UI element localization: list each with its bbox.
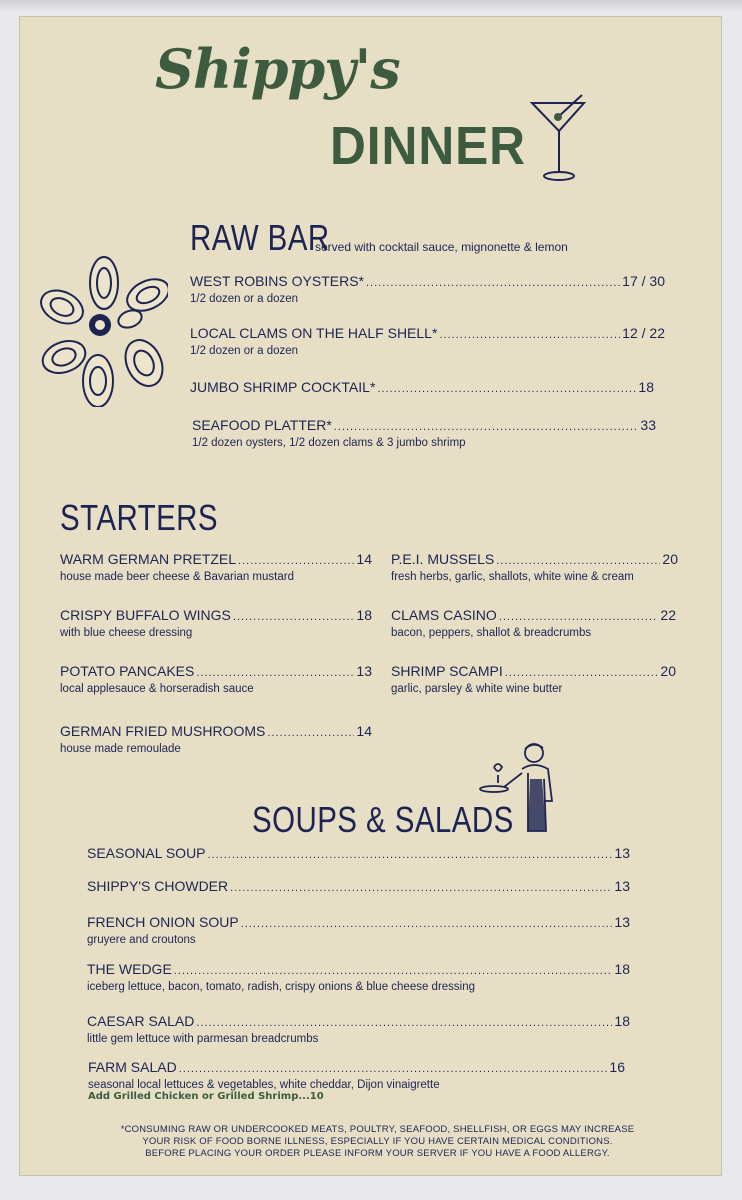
item-desc: house made beer cheese & Bavarian mustard bbox=[60, 571, 294, 583]
item-price: 18 bbox=[356, 607, 372, 623]
item-name: THE WEDGE bbox=[87, 961, 172, 977]
item-desc: iceberg lettuce, bacon, tomato, radish, crispy onions & blue cheese dressing bbox=[87, 981, 476, 993]
disclaimer bbox=[90, 1124, 665, 1160]
item-price: 33 bbox=[640, 417, 656, 433]
raw-bar-title: RAW BAR bbox=[190, 217, 330, 258]
item-name: POTATO PANCAKES bbox=[60, 663, 195, 679]
item-price: 20 bbox=[662, 551, 678, 567]
script-title: Shippy's bbox=[155, 37, 400, 101]
window-top-bar bbox=[0, 0, 742, 12]
item-name: SEAFOOD PLATTER* bbox=[192, 417, 332, 433]
menu-item bbox=[60, 723, 372, 755]
disclaimer-line: *CONSUMING RAW OR UNDERCOOKED MEATS, POULTRY, SEAFOOD, SHELLFISH, OR EGGS MAY INCREASE bbox=[120, 1124, 635, 1135]
addon-note: Add Grilled Chicken or Grilled Shrimp...10 bbox=[88, 1091, 324, 1102]
item-price: 20 bbox=[660, 663, 676, 679]
item-price: 13 bbox=[614, 914, 630, 930]
menu-item bbox=[87, 1013, 630, 1045]
item-name: P.E.I. MUSSELS bbox=[391, 551, 495, 567]
soups-salads-title: SOUPS & SALADS bbox=[252, 799, 514, 840]
disclaimer-line: YOUR RISK OF FOOD BORNE ILLNESS, ESPECIALLY IF YOU HAVE CERTAIN MEDICAL CONDITIONS. bbox=[142, 1136, 613, 1147]
item-price: 14 bbox=[356, 551, 372, 567]
menu-item bbox=[88, 1059, 625, 1102]
item-price: 17 / 30 bbox=[622, 273, 665, 289]
item-name: SEASONAL SOUP bbox=[87, 845, 206, 861]
item-name: JUMBO SHRIMP COCKTAIL* bbox=[190, 379, 376, 395]
menu-item bbox=[87, 961, 630, 993]
item-desc: seasonal local lettuces & vegetables, white cheddar, Dijon vinaigrette bbox=[88, 1079, 440, 1091]
oyster-ring-icon bbox=[38, 253, 168, 407]
menu-item bbox=[87, 845, 630, 864]
menu-item bbox=[60, 663, 372, 695]
item-price: 18 bbox=[614, 1013, 630, 1029]
item-name: FARM SALAD bbox=[88, 1059, 177, 1075]
menu-item bbox=[192, 417, 656, 449]
item-desc: fresh herbs, garlic, shallots, white wine & cream bbox=[391, 571, 634, 583]
item-desc: gruyere and croutons bbox=[87, 934, 196, 946]
item-name: CAESAR SALAD bbox=[87, 1013, 195, 1029]
menu-item bbox=[190, 273, 665, 305]
item-desc: garlic, parsley & white wine butter bbox=[391, 683, 563, 695]
disclaimer-line: BEFORE PLACING YOUR ORDER PLEASE INFORM YOUR SERVER IF YOU HAVE A FOOD ALLERGY. bbox=[145, 1148, 610, 1159]
menu-item bbox=[87, 878, 630, 897]
item-price: 18 bbox=[638, 379, 654, 395]
item-name: GERMAN FRIED MUSHROOMS bbox=[60, 723, 266, 739]
item-desc: 1/2 dozen or a dozen bbox=[190, 293, 299, 305]
item-price: 13 bbox=[614, 878, 630, 894]
item-price: 13 bbox=[614, 845, 630, 861]
item-price: 22 bbox=[660, 607, 676, 623]
martini-glass-icon bbox=[528, 91, 588, 183]
item-name: LOCAL CLAMS ON THE HALF SHELL* bbox=[190, 325, 438, 341]
item-price: 12 / 22 bbox=[622, 325, 665, 341]
menu-page bbox=[19, 16, 722, 1176]
menu-item bbox=[391, 607, 676, 639]
item-price: 13 bbox=[356, 663, 372, 679]
item-name: SHIPPY'S CHOWDER bbox=[87, 878, 229, 894]
item-name: SHRIMP SCAMPI bbox=[391, 663, 503, 679]
menu-item bbox=[391, 663, 676, 695]
menu-item bbox=[60, 607, 372, 639]
item-name: WEST ROBINS OYSTERS* bbox=[190, 273, 364, 289]
menu-item bbox=[87, 914, 630, 946]
menu-item bbox=[190, 325, 665, 357]
item-name: CLAMS CASINO bbox=[391, 607, 497, 623]
item-desc: little gem lettuce with parmesan breadcrumbs bbox=[87, 1033, 319, 1045]
dinner-title: DINNER bbox=[330, 116, 526, 176]
item-price: 16 bbox=[609, 1059, 625, 1075]
menu-item bbox=[190, 379, 654, 398]
item-desc: bacon, peppers, shallot & breadcrumbs bbox=[391, 627, 592, 639]
menu-item bbox=[391, 551, 678, 583]
item-name: WARM GERMAN PRETZEL bbox=[60, 551, 237, 567]
item-name: FRENCH ONION SOUP bbox=[87, 914, 239, 930]
raw-bar-note: served with cocktail sauce, mignonette & lemon bbox=[315, 240, 568, 254]
item-desc: house made remoulade bbox=[60, 743, 181, 755]
item-desc: local applesauce & horseradish sauce bbox=[60, 683, 254, 695]
item-desc: 1/2 dozen or a dozen bbox=[190, 345, 299, 357]
item-desc: with blue cheese dressing bbox=[60, 627, 193, 639]
item-name: CRISPY BUFFALO WINGS bbox=[60, 607, 231, 623]
item-price: 18 bbox=[614, 961, 630, 977]
starters-title: STARTERS bbox=[60, 497, 219, 538]
item-desc: 1/2 dozen oysters, 1/2 dozen clams & 3 jumbo shrimp bbox=[192, 437, 466, 449]
item-price: 14 bbox=[356, 723, 372, 739]
menu-item bbox=[60, 551, 372, 583]
